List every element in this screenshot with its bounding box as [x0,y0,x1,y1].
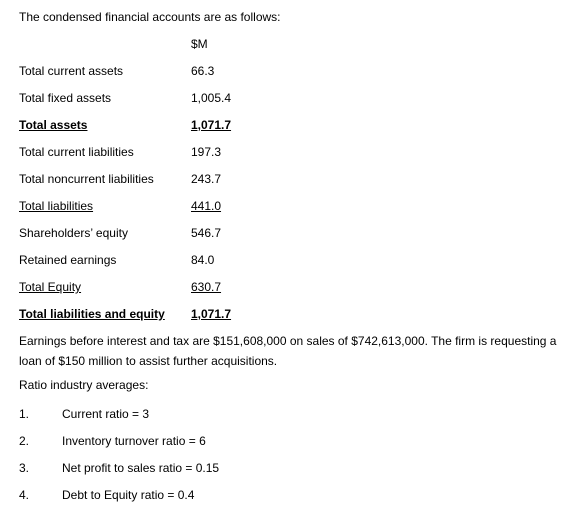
ratio-number: 3. [19,461,30,475]
row-label-total-liabilities: Total liabilities [19,199,94,213]
row-value-total-current-assets: 66.3 [191,64,215,78]
row-label-retained-earnings: Retained earnings [19,253,117,267]
row-value-total-current-liabilities: 197.3 [191,145,222,159]
intro-text: The condensed financial accounts are as follows: [19,10,281,24]
ratios-heading: Ratio industry averages: [19,378,149,392]
unit-header: $M [191,37,208,51]
row-label-total-equity: Total Equity [19,280,82,294]
description-paragraph: Earnings before interest and tax are $151,608,000 on sales of $742,613,000. The firm is requesting a loan of $150 million to assist further acquisitions. [19,334,557,368]
row-value-total-assets: 1,071.7 [191,118,232,132]
ratio-number: 4. [19,488,30,502]
row-label-shareholders-equity: Shareholders’ equity [19,226,128,240]
row-value-shareholders-equity: 546.7 [191,226,222,240]
row-label-total-current-assets: Total current assets [19,64,124,78]
ratio-text: Current ratio = 3 [62,407,150,421]
ratio-text: Net profit to sales ratio = 0.15 [62,461,220,475]
ratio-number: 2. [19,434,30,448]
row-label-total-noncurrent-liabilities: Total noncurrent liabilities [19,172,154,186]
row-value-total-noncurrent-liabilities: 243.7 [191,172,222,186]
ratio-number: 1. [19,407,30,421]
ratio-text: Inventory turnover ratio = 6 [62,434,206,448]
row-value-retained-earnings: 84.0 [191,253,215,267]
ratio-text: Debt to Equity ratio = 0.4 [62,488,195,502]
row-value-total-liabilities-and-equity: 1,071.7 [191,307,232,321]
row-value-total-fixed-assets: 1,005.4 [191,91,232,105]
row-label-total-assets: Total assets [19,118,88,132]
row-value-total-liabilities: 441.0 [191,199,222,213]
row-label-total-liabilities-and-equity: Total liabilities and equity [19,307,165,321]
row-value-total-equity: 630.7 [191,280,222,294]
row-label-total-fixed-assets: Total fixed assets [19,91,112,105]
row-label-total-current-liabilities: Total current liabilities [19,145,134,159]
